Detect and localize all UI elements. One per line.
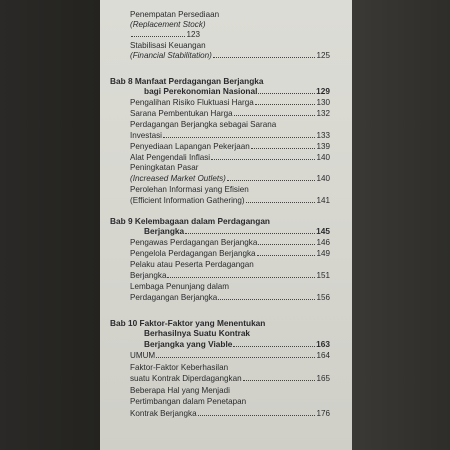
toc-page-number: 123 xyxy=(186,30,200,39)
toc-page-number: 156 xyxy=(316,292,330,302)
toc-entry-text: Pertimbangan dalam Penetapan xyxy=(130,397,247,406)
toc-entry-text: Pengawas Perdagangan Berjangka xyxy=(130,238,258,247)
toc-entry xyxy=(130,51,330,61)
toc-page-number: 125 xyxy=(316,51,330,60)
toc-entry-text: Berjangka xyxy=(130,270,167,280)
chapter-heading: Bab 10 Faktor-Faktor yang Menentukan xyxy=(110,318,266,328)
chapter-heading: Berjangka yang Viable 163 xyxy=(144,339,330,349)
toc-entry xyxy=(130,374,330,384)
toc-page-number: 140 xyxy=(316,174,330,184)
toc-page-number: 129 xyxy=(316,86,330,96)
toc-page-number: 139 xyxy=(316,141,330,151)
toc-entry-text: Perolehan Informasi yang Efisien xyxy=(130,185,249,195)
toc-entry xyxy=(130,196,330,206)
toc-entry-text: (Increased Market Outlets) xyxy=(130,174,226,184)
toc-entry xyxy=(130,282,330,292)
toc-entry-text: Kontrak Berjangka xyxy=(130,408,197,418)
toc-page-number: 165 xyxy=(316,374,330,383)
toc-entry xyxy=(130,142,330,152)
toc-entry xyxy=(130,163,330,173)
toc-entry-text: Alat Pengendali Inflasi xyxy=(130,152,211,162)
chapter-heading: Bab 8 Manfaat Perdagangan Berjangka xyxy=(110,76,264,86)
toc-entry xyxy=(130,249,330,259)
toc-entry-text: Penyediaan Lapangan Pekerjaan xyxy=(130,141,250,151)
toc-page-number: 130 xyxy=(316,98,330,107)
toc-entry xyxy=(130,153,330,163)
toc-entry-text: Peningkatan Pasar xyxy=(130,163,199,173)
toc-page-number: 164 xyxy=(316,351,330,360)
toc-entry xyxy=(130,260,330,270)
toc-entry-text: (Replacement Stock) xyxy=(130,20,206,29)
toc-entry-text: Investasi xyxy=(130,130,162,140)
toc-entry xyxy=(130,10,219,20)
toc-entry-text: Beberapa Hal yang Menjadi xyxy=(130,385,230,395)
toc-entry xyxy=(130,363,330,373)
chapter-heading: Berjangka 145 xyxy=(144,226,330,236)
toc-page-number: 149 xyxy=(316,248,330,258)
toc-entry-text: suatu Kontrak Diperdagangkan xyxy=(130,374,242,383)
toc-entry xyxy=(130,41,206,51)
toc-page-number: 133 xyxy=(316,130,330,140)
toc-entry xyxy=(130,30,200,40)
toc-entry xyxy=(130,271,330,281)
toc-entry-text: Penempatan Persediaan xyxy=(130,10,220,19)
toc-entry xyxy=(130,131,330,141)
chapter-heading: bagi Perekonomian Nasional 129 xyxy=(144,86,330,96)
toc-entry-text: Perdagangan Berjangka xyxy=(130,292,218,302)
toc-entry-text: Perdagangan Berjangka sebagai Sarana xyxy=(130,119,277,129)
toc-entry-text: (Efficient Information Gathering) xyxy=(130,196,245,206)
toc-entry-text: Faktor-Faktor Keberhasilan xyxy=(130,362,229,372)
toc-entry-text: UMUM xyxy=(130,351,156,360)
toc-page-number: 145 xyxy=(316,226,330,236)
toc-entry xyxy=(130,174,330,184)
chapter-heading: Berhasilnya Suatu Kontrak xyxy=(144,328,251,338)
toc-entry xyxy=(130,185,330,195)
toc-page-number: 141 xyxy=(316,196,330,206)
toc-entry-text: Pengelola Perdagangan Berjangka xyxy=(130,248,256,258)
toc-entry xyxy=(130,351,330,361)
toc-entry xyxy=(130,409,330,419)
toc-entry-text: Stabilisasi Keuangan xyxy=(130,41,206,50)
toc-page-number: 176 xyxy=(316,408,330,418)
toc-entry-text: (Financial Stabilitation) xyxy=(130,51,212,60)
toc-entry xyxy=(130,20,206,30)
toc-entry-text: Pelaku atau Peserta Perdagangan xyxy=(130,259,254,269)
toc-page-number: 146 xyxy=(316,238,330,247)
toc-entry-text: Pengalihan Risiko Fluktuasi Harga xyxy=(130,98,254,107)
toc-page-number: 163 xyxy=(316,339,330,349)
toc-entry xyxy=(130,109,330,119)
toc-page-number: 140 xyxy=(316,152,330,162)
toc-entry xyxy=(130,238,330,248)
toc-page-number: 151 xyxy=(316,270,330,280)
toc-entry xyxy=(130,120,330,130)
chapter-heading: Bab 9 Kelembagaan dalam Perdagangan xyxy=(110,216,270,226)
toc-page xyxy=(100,0,352,450)
toc-entry xyxy=(130,386,330,396)
toc-entry xyxy=(130,293,330,303)
background-right xyxy=(352,0,450,450)
toc-entry xyxy=(130,98,330,108)
background-left xyxy=(0,0,100,450)
toc-entry xyxy=(130,397,330,407)
toc-page-number: 132 xyxy=(316,108,330,118)
toc-entry-text: Lembaga Penunjang dalam xyxy=(130,281,229,291)
toc-entry-text: Sarana Pembentukan Harga xyxy=(130,108,233,118)
